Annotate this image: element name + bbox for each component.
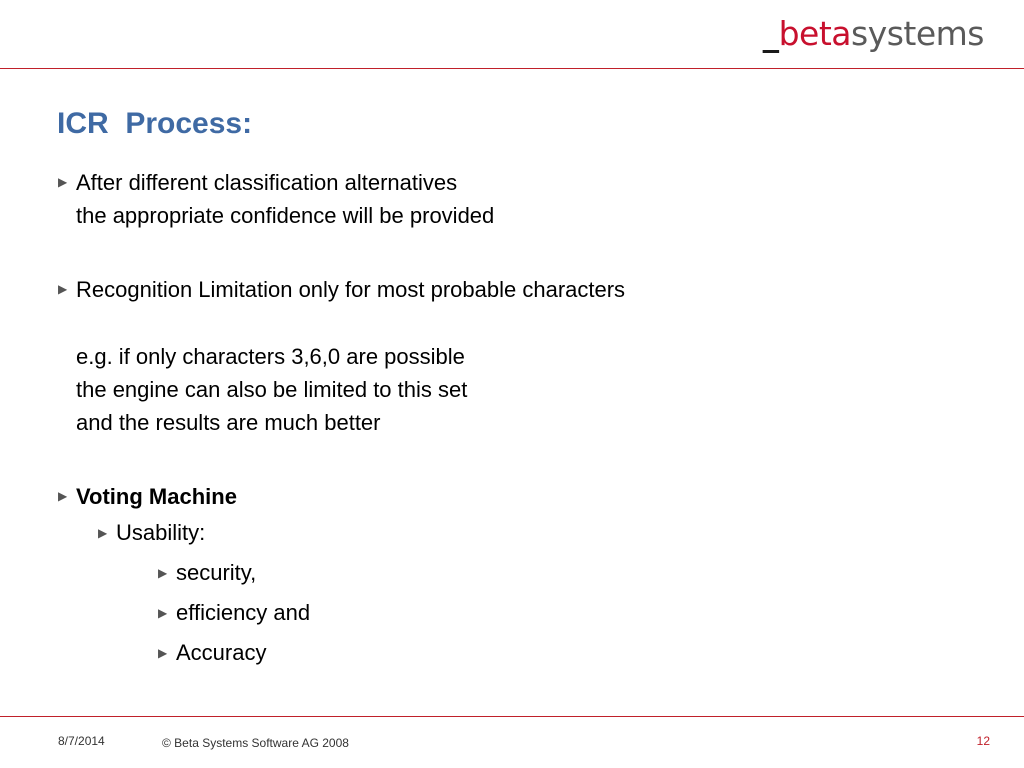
bullet-text: After different classification alternatives — [76, 170, 458, 195]
company-logo — [763, 14, 984, 54]
bullet-item-classification — [58, 166, 958, 199]
bullet-text: Accuracy — [176, 640, 267, 665]
bullet-text: Usability: — [116, 520, 206, 545]
slide-title: ICR Process: — [57, 107, 253, 140]
bullet-arrow-icon: ▶ — [158, 646, 168, 660]
example-line: and the results are much better — [76, 410, 381, 435]
footer-divider — [0, 716, 1024, 717]
bullet-text: Recognition Limitation only for most probable characters — [76, 277, 626, 302]
bullet-arrow-icon: ▶ — [58, 282, 68, 296]
bullet-arrow-icon: ▶ — [58, 489, 68, 503]
footer-date: 8/7/2014 — [58, 734, 105, 748]
bullet-item-voting-machine — [58, 480, 958, 513]
bullet-text: efficiency and — [176, 600, 311, 625]
logo-underscore: _ — [762, 14, 779, 53]
slide-body — [58, 166, 958, 673]
sub-sub-bullet-security — [158, 553, 958, 593]
page-number: 12 — [976, 734, 990, 748]
bullet-continuation: the appropriate confidence will be provided — [76, 203, 495, 228]
example-line: the engine can also be limited to this set — [76, 377, 468, 402]
logo-beta: beta — [778, 14, 851, 53]
header-divider — [0, 68, 1024, 69]
bullet-arrow-icon: ▶ — [158, 566, 168, 580]
footer-copyright: © Beta Systems Software AG 2008 — [162, 736, 349, 750]
sub-sub-bullet-efficiency — [158, 593, 958, 633]
bullet-arrow-icon: ▶ — [158, 606, 168, 620]
sub-sub-bullet-accuracy — [158, 633, 958, 673]
bullet-text: Voting Machine — [76, 484, 237, 509]
bullet-arrow-icon: ▶ — [98, 526, 108, 540]
logo-systems: systems — [851, 14, 984, 53]
bullet-item-recognition-limitation — [58, 273, 958, 306]
sub-bullet-usability — [98, 513, 958, 553]
bullet-arrow-icon: ▶ — [58, 175, 68, 189]
bullet-text: security, — [176, 560, 257, 585]
example-line: e.g. if only characters 3,6,0 are possible — [76, 344, 465, 369]
